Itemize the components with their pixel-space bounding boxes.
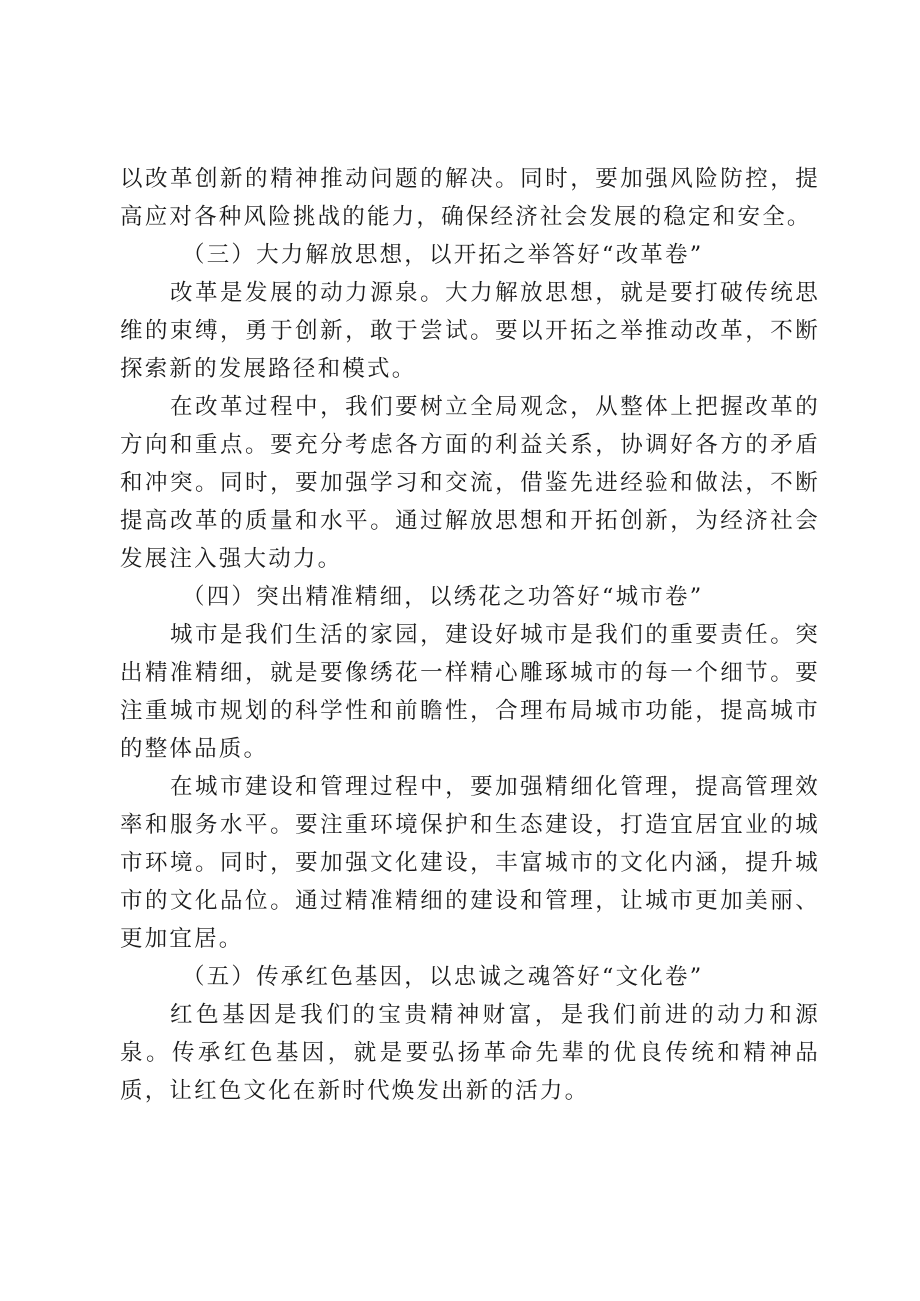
body-paragraph: 在城市建设和管理过程中，要加强精细化管理，提高管理效率和服务水平。要注重环境保护和生态建设，打造宜居宜业的城市环境。同时，要加强文化建设，丰富城市的文化内涵，提升城市的文化品位。通过精准精细的建设和管理，让城市更加美丽、更加宜居。 [120, 774, 820, 952]
body-paragraph: 红色基因是我们的宝贵精神财富，是我们前进的动力和源泉。传承红色基因，就是要弘扬革命先辈的优良传统和精神品质，让红色文化在新时代焕发出新的活力。 [120, 1002, 820, 1104]
body-paragraph: 改革是发展的动力源泉。大力解放思想，就是要打破传统思维的束缚，勇于创新，敢于尝试。要以开拓之举推动改革，不断探索新的发展路径和模式。 [120, 280, 820, 382]
document-body [120, 160, 820, 1110]
body-paragraph: 以改革创新的精神推动问题的解决。同时，要加强风险防控，提高应对各种风险挑战的能力，确保经济社会发展的稳定和安全。 [120, 166, 820, 230]
body-paragraph: 在改革过程中，我们要树立全局观念，从整体上把握改革的方向和重点。要充分考虑各方面的利益关系，协调好各方的矛盾和冲突。同时，要加强学习和交流，借鉴先进经验和做法，不断提高改革的质量和水平。通过解放思想和开拓创新，为经济社会发展注入强大动力。 [120, 394, 820, 572]
section-heading-4: （四）突出精准精细，以绣花之功答好“城市卷” [182, 584, 704, 610]
body-paragraph: 城市是我们生活的家园，建设好城市是我们的重要责任。突出精准精细，就是要像绣花一样精心雕琢城市的每一个细节。要注重城市规划的科学性和前瞻性，合理布局城市功能，提高城市的整体品质。 [120, 622, 820, 762]
section-heading-3: （三）大力解放思想，以开拓之举答好“改革卷” [182, 242, 704, 268]
section-heading-5: （五）传承红色基因，以忠诚之魂答好“文化卷” [182, 964, 704, 990]
